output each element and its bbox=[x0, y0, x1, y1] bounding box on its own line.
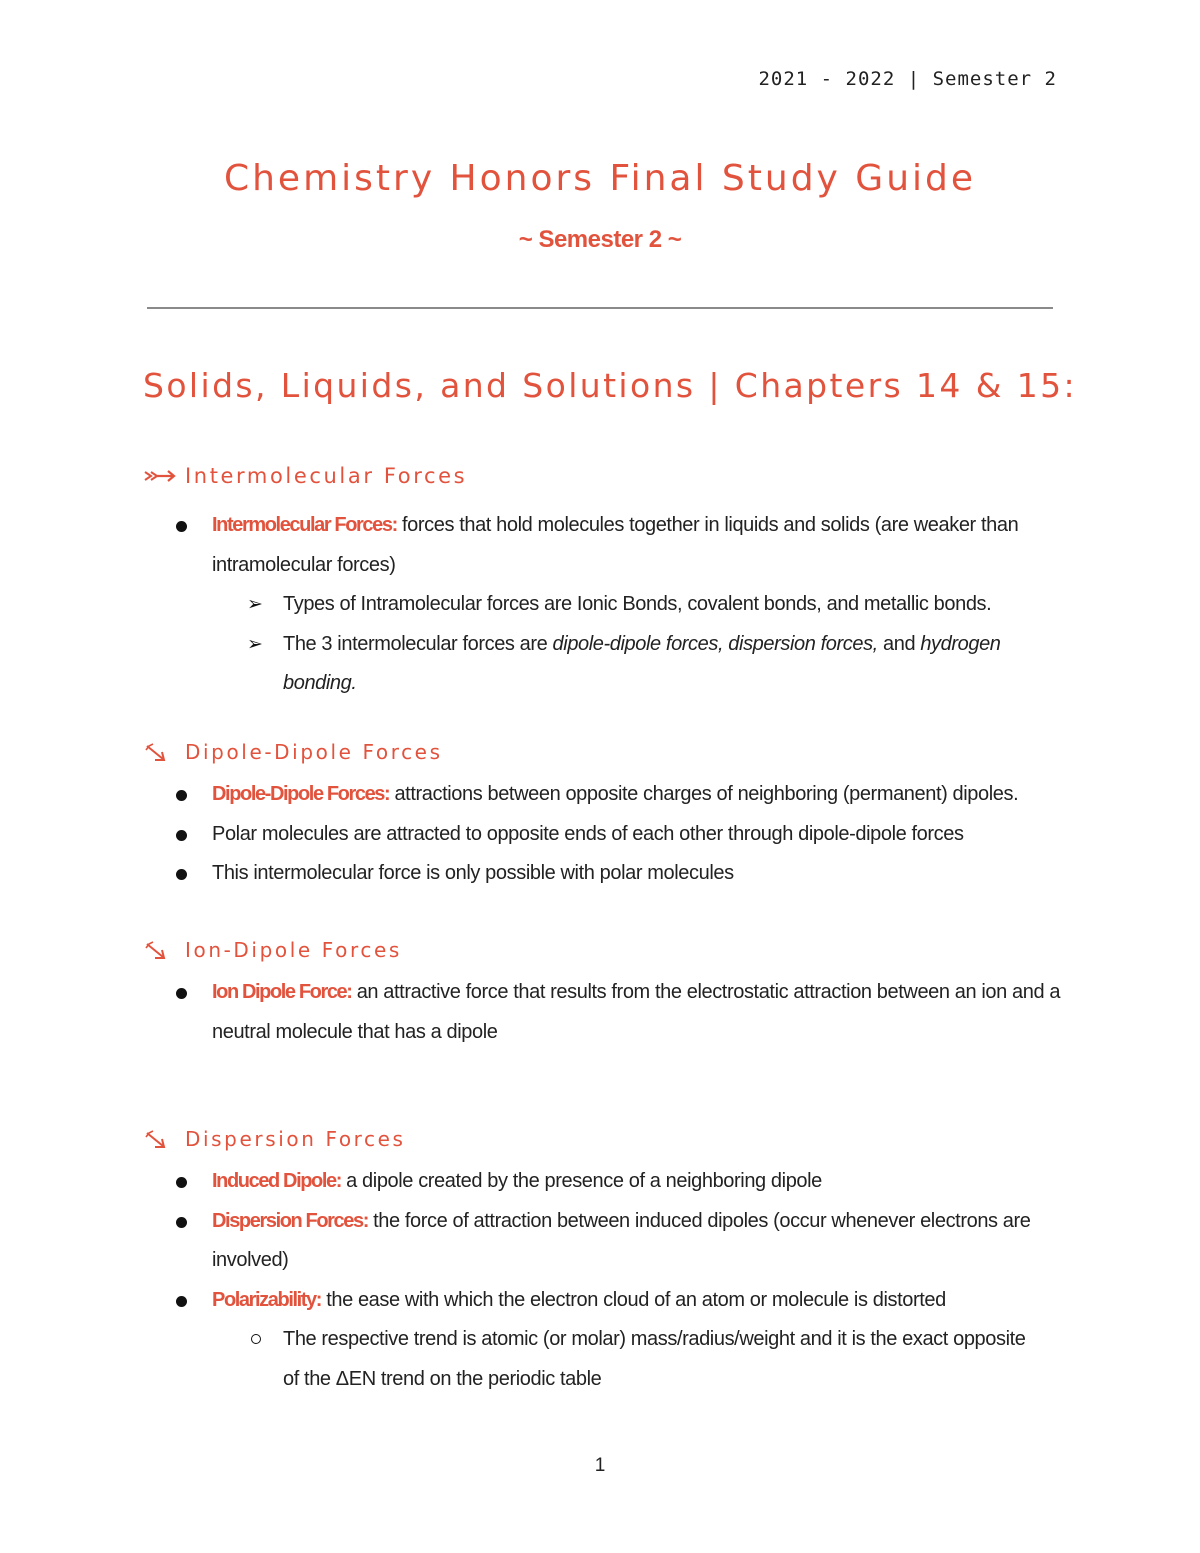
arrowhead-bullet-icon: ➢ bbox=[247, 633, 263, 655]
term: Ion Dipole Force: bbox=[212, 981, 352, 1003]
sub-list-item bbox=[283, 1320, 1043, 1399]
hollow-bullet-icon bbox=[251, 1334, 261, 1344]
arrow-down-right-icon bbox=[143, 741, 179, 763]
list-item bbox=[212, 1202, 1062, 1281]
sub-item-text: The 3 intermolecular forces are bbox=[283, 632, 553, 655]
list-item bbox=[212, 1281, 1062, 1321]
dispersion-list bbox=[0, 1162, 1200, 1399]
intermolecular-list bbox=[0, 506, 1200, 704]
list-item bbox=[212, 1162, 1062, 1202]
list-item bbox=[212, 973, 1062, 1052]
section-heading-label: Intermolecular Forces bbox=[185, 464, 468, 488]
bullet-icon bbox=[176, 869, 187, 880]
definition: a dipole created by the presence of a neighboring dipole bbox=[341, 1170, 822, 1192]
section-heading-intermolecular bbox=[143, 464, 467, 488]
list-item bbox=[212, 775, 1062, 815]
sub-item-text: The respective trend is atomic (or molar) mass/radius/weight and it is the exact opposite of the ΔEN trend on the periodic table bbox=[283, 1328, 1026, 1390]
bullet-icon bbox=[176, 521, 187, 532]
sub-item-italic: hydrogen bonding. bbox=[283, 632, 1001, 694]
arrowhead-bullet-icon: ➢ bbox=[247, 594, 263, 615]
bullet-icon bbox=[176, 830, 187, 841]
page-header: 2021 - 2022 | Semester 2 bbox=[758, 68, 1057, 90]
bullet-icon bbox=[176, 1217, 187, 1228]
definition: an attractive force that results from the electrostatic attraction between an ion and a neutral molecule that has a dipole bbox=[212, 981, 1061, 1043]
dipole-list bbox=[0, 775, 1200, 894]
section-heading-dispersion bbox=[143, 1127, 406, 1151]
list-item bbox=[212, 815, 1062, 855]
term: Dipole-Dipole Forces: bbox=[212, 783, 390, 805]
definition: the force of attraction between induced dipoles (occur whenever electrons are involved) bbox=[212, 1209, 1031, 1271]
list-item-text: Polar molecules are attracted to opposite ends of each other through dipole-dipole forces bbox=[212, 822, 964, 845]
definition: attractions between opposite charges of neighboring (permanent) dipoles. bbox=[389, 783, 1019, 805]
bullet-icon bbox=[176, 1177, 187, 1188]
list-item bbox=[212, 854, 1062, 894]
arrow-down-right-icon bbox=[143, 1128, 179, 1150]
document-subtitle: ~ Semester 2 ~ bbox=[518, 226, 682, 253]
ion-dipole-list bbox=[0, 973, 1200, 1052]
section-heading-dipole-dipole bbox=[143, 740, 443, 764]
arrow-down-right-icon bbox=[143, 939, 179, 961]
section-heading-label: Dipole-Dipole Forces bbox=[185, 740, 443, 764]
sub-item-italic: dipole-dipole forces, dispersion forces, bbox=[552, 632, 878, 655]
bullet-icon bbox=[176, 1296, 187, 1307]
section-heading-ion-dipole bbox=[143, 938, 402, 962]
term: Polarizability: bbox=[212, 1288, 322, 1311]
list-item bbox=[212, 506, 1062, 585]
bullet-icon bbox=[176, 988, 187, 999]
term: Dispersion Forces: bbox=[212, 1209, 368, 1232]
term: Induced Dipole: bbox=[212, 1170, 342, 1192]
sub-item-text: and bbox=[877, 632, 921, 655]
sub-list-item bbox=[247, 585, 1043, 625]
chapter-heading: Solids, Liquids, and Solutions | Chapters 14 & 15: bbox=[143, 366, 1078, 405]
definition: the ease with which the electron cloud of an atom or molecule is distorted bbox=[321, 1288, 946, 1311]
sub-list-item bbox=[247, 625, 1043, 704]
page-number: 1 bbox=[594, 1455, 606, 1476]
bullet-icon bbox=[176, 790, 187, 801]
definition: forces that hold molecules together in liquids and solids (are weaker than intramolecular forces) bbox=[212, 514, 1019, 576]
section-heading-label: Ion-Dipole Forces bbox=[185, 938, 402, 962]
horizontal-divider bbox=[147, 307, 1053, 309]
arrow-icon bbox=[143, 465, 179, 487]
term: Intermolecular Forces: bbox=[212, 514, 397, 536]
section-heading-label: Dispersion Forces bbox=[185, 1127, 406, 1151]
document-title: Chemistry Honors Final Study Guide bbox=[223, 158, 977, 199]
list-item-text: This intermolecular force is only possible with polar molecules bbox=[212, 862, 734, 884]
sub-item-text: Types of Intramolecular forces are Ionic Bonds, covalent bonds, and metallic bonds. bbox=[283, 593, 992, 615]
